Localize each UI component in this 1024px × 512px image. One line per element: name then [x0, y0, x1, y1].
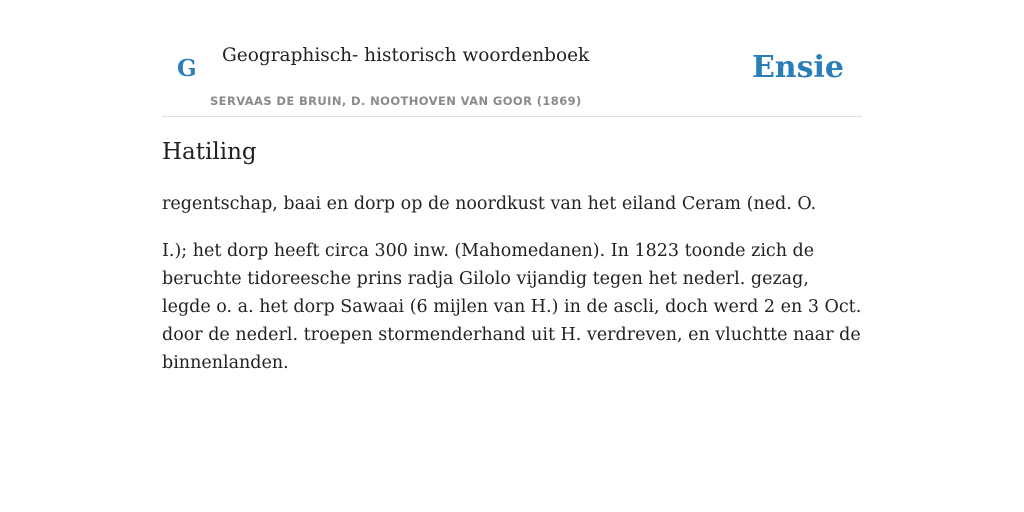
brand-logo[interactable]: Ensie — [751, 50, 844, 85]
entry-title: Hatiling — [162, 139, 257, 165]
book-header — [162, 0, 862, 117]
entry-body — [162, 190, 862, 396]
entry-paragraph: I.); het dorp heeft circa 300 inw. (Mahomedanen). In 1823 toonde zich de beruchte tidoreesche prins radja Gilolo vijandig tegen het nederl. gezag, legde o. a. het dorp Sawaai (6 mijlen van H.) in de ascli, doch werd 2 en 3 Oct. door de nederl. troepen stormenderhand uit H. verdreven, en vluchtte naar de binnenlanden. — [162, 241, 862, 373]
book-letter-icon[interactable]: G — [177, 55, 197, 82]
book-authors: SERVAAS DE BRUIN, D. NOOTHOVEN VAN GOOR (1869) — [210, 94, 582, 108]
entry-paragraph: regentschap, baai en dorp op de noordkust van het eiland Ceram (ned. O. — [162, 194, 817, 214]
book-title-link[interactable]: Geographisch- historisch woordenboek — [222, 45, 590, 66]
